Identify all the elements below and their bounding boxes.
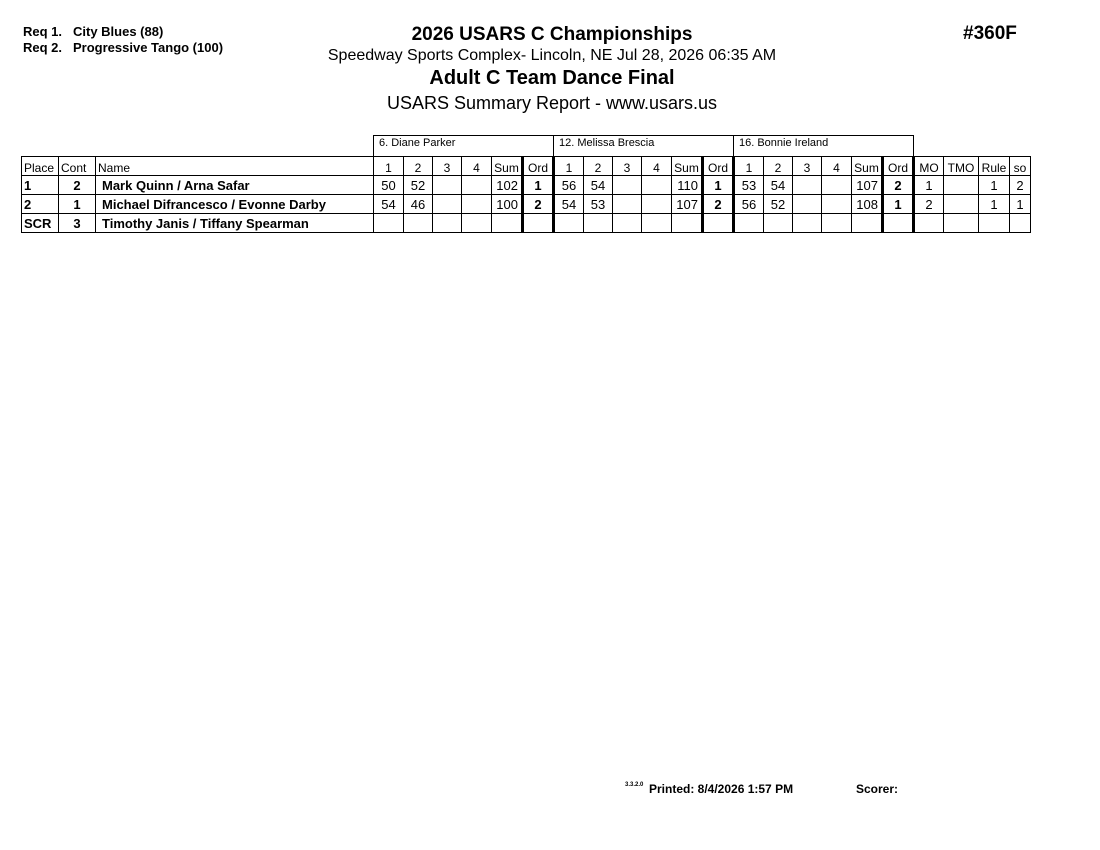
score-cell: 52 — [404, 176, 433, 195]
sum-cell: 100 — [492, 195, 523, 214]
version-label: 3.3.2.0 — [625, 782, 644, 788]
column-header: 2 — [404, 157, 433, 176]
so-cell: 2 — [1010, 176, 1031, 195]
column-header: so — [1010, 157, 1031, 176]
place-cell: 1 — [22, 176, 59, 195]
score-cell: 53 — [734, 176, 764, 195]
column-header: 1 — [734, 157, 764, 176]
score-cell: 53 — [584, 195, 613, 214]
requirement-2-text: Progressive Tango (100) — [73, 40, 224, 55]
report-header — [300, 24, 804, 114]
score-cell — [433, 214, 462, 233]
score-cell — [433, 176, 462, 195]
score-cell — [822, 176, 852, 195]
judge-name: 6. Diane Parker — [374, 136, 554, 157]
column-header: Name — [96, 157, 374, 176]
score-cell: 54 — [764, 176, 793, 195]
score-cell: 54 — [554, 195, 584, 214]
ord-cell: 2 — [703, 195, 734, 214]
ord-cell: 2 — [883, 176, 914, 195]
column-header: 1 — [374, 157, 404, 176]
column-header-row — [22, 157, 1031, 176]
judge-name: 12. Melissa Brescia — [554, 136, 734, 157]
requirement-1 — [23, 24, 163, 40]
ord-cell — [523, 214, 554, 233]
column-header: Ord — [883, 157, 914, 176]
score-cell: 50 — [374, 176, 404, 195]
ord-cell — [703, 214, 734, 233]
column-header: 4 — [462, 157, 492, 176]
column-header: TMO — [944, 157, 979, 176]
score-cell — [642, 214, 672, 233]
score-cell — [374, 214, 404, 233]
mo-cell — [914, 214, 944, 233]
sum-cell — [492, 214, 523, 233]
ord-cell: 2 — [523, 195, 554, 214]
rule-cell: 1 — [979, 176, 1010, 195]
score-cell: 52 — [764, 195, 793, 214]
score-cell — [462, 214, 492, 233]
column-header: Ord — [703, 157, 734, 176]
tmo-cell — [944, 176, 979, 195]
name-cell: Timothy Janis / Tiffany Spearman — [96, 214, 374, 233]
table-row — [22, 214, 1031, 233]
location-line: Speedway Sports Complex- Lincoln, NE Jul 28, 2026 06:35 AM — [327, 47, 777, 64]
score-cell — [613, 176, 642, 195]
competition-title: 2026 USARS C Championships — [411, 24, 693, 45]
rule-cell — [979, 214, 1010, 233]
tmo-cell — [944, 195, 979, 214]
score-cell — [793, 176, 822, 195]
column-header: 2 — [584, 157, 613, 176]
score-cell: 46 — [404, 195, 433, 214]
score-cell — [793, 214, 822, 233]
column-header: Place — [22, 157, 59, 176]
sum-cell: 108 — [852, 195, 883, 214]
column-header: 2 — [764, 157, 793, 176]
score-cell: 54 — [374, 195, 404, 214]
table-row — [22, 176, 1031, 195]
column-header: Sum — [852, 157, 883, 176]
score-cell — [613, 214, 642, 233]
event-title: Adult C Team Dance Final — [429, 67, 675, 89]
requirement-2 — [23, 40, 223, 56]
score-cell — [642, 176, 672, 195]
score-cell — [613, 195, 642, 214]
cont-cell: 1 — [59, 195, 96, 214]
requirement-1-text: City Blues (88) — [73, 24, 164, 39]
so-cell — [1010, 214, 1031, 233]
score-cell — [404, 214, 433, 233]
column-header: 3 — [793, 157, 822, 176]
mo-cell: 1 — [914, 176, 944, 195]
printed-timestamp: Printed: 8/4/2026 1:57 PM — [649, 782, 794, 796]
requirement-1-label: Req 1. — [23, 24, 63, 39]
ord-cell: 1 — [523, 176, 554, 195]
table-row — [22, 195, 1031, 214]
score-cell — [462, 195, 492, 214]
tmo-cell — [944, 214, 979, 233]
mo-cell: 2 — [914, 195, 944, 214]
sum-cell: 107 — [852, 176, 883, 195]
event-number: #360F — [963, 23, 1017, 44]
sum-cell — [852, 214, 883, 233]
score-cell — [793, 195, 822, 214]
score-cell — [642, 195, 672, 214]
score-cell: 54 — [584, 176, 613, 195]
sum-cell — [672, 214, 703, 233]
score-cell — [584, 214, 613, 233]
score-cell — [822, 214, 852, 233]
place-cell: SCR — [22, 214, 59, 233]
ord-cell: 1 — [703, 176, 734, 195]
ord-cell — [883, 214, 914, 233]
column-header: Rule — [979, 157, 1010, 176]
ord-cell: 1 — [883, 195, 914, 214]
name-cell: Mark Quinn / Arna Safar — [96, 176, 374, 195]
requirement-2-label: Req 2. — [23, 40, 63, 55]
sum-cell: 107 — [672, 195, 703, 214]
name-cell: Michael Difrancesco / Evonne Darby — [96, 195, 374, 214]
so-cell: 1 — [1010, 195, 1031, 214]
score-cell — [462, 176, 492, 195]
column-header: 3 — [433, 157, 462, 176]
score-cell — [734, 214, 764, 233]
score-cell: 56 — [734, 195, 764, 214]
column-header: MO — [914, 157, 944, 176]
score-cell — [433, 195, 462, 214]
place-cell: 2 — [22, 195, 59, 214]
judge-name: 16. Bonnie Ireland — [734, 136, 914, 157]
score-cell — [554, 214, 584, 233]
sum-cell: 110 — [672, 176, 703, 195]
score-cell — [822, 195, 852, 214]
sum-cell: 102 — [492, 176, 523, 195]
score-cell: 56 — [554, 176, 584, 195]
cont-cell: 3 — [59, 214, 96, 233]
rule-cell: 1 — [979, 195, 1010, 214]
column-header: Ord — [523, 157, 554, 176]
results-table — [21, 135, 1031, 233]
report-title: USARS Summary Report - www.usars.us — [386, 93, 718, 113]
column-header: 1 — [554, 157, 584, 176]
column-header: Sum — [672, 157, 703, 176]
column-header: Cont — [59, 157, 96, 176]
score-cell — [764, 214, 793, 233]
column-header: 4 — [822, 157, 852, 176]
column-header: 3 — [613, 157, 642, 176]
column-header: Sum — [492, 157, 523, 176]
cont-cell: 2 — [59, 176, 96, 195]
judge-header-row — [22, 136, 1031, 157]
scorer-label: Scorer: — [856, 782, 899, 796]
column-header: 4 — [642, 157, 672, 176]
